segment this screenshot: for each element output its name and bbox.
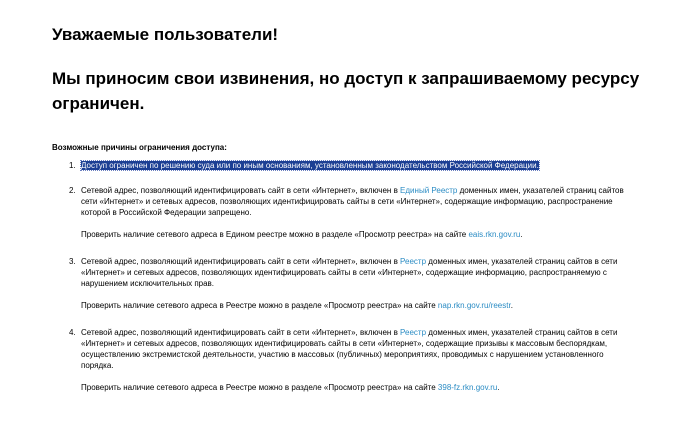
unified-registry-link[interactable]: Единый Реестр — [400, 186, 458, 195]
reason-number: 4. — [69, 328, 76, 337]
list-spacer — [66, 171, 626, 185]
eais-site-link[interactable]: eais.rkn.gov.ru — [468, 230, 521, 239]
reason-text-end: доменных имен, указателей страниц сайтов в сети «Интернет» и сетевых адресов, позволяющих идентифицировать сайты в сети «Интернет», содержащие информацию, распространяемую с нарушением исключительных прав. — [81, 257, 618, 288]
registry-link[interactable]: Реестр — [400, 328, 427, 337]
reason-check — [81, 229, 626, 240]
page-subheading: Мы приносим свои извинения, но доступ к запрашиваемому ресурсу ограничен. — [52, 69, 640, 113]
check-end: . — [520, 230, 523, 239]
reason-check — [81, 300, 626, 311]
check-end: . — [497, 383, 500, 392]
registry-link[interactable]: Реестр — [400, 257, 427, 266]
reason-text-end: доменных имен, указателей страниц сайтов сети «Интернет» и сетевых адресов, позволяющих идентифицировать сайты в сети «Интернет», содержащие информацию, распространение которой в Российской Федерации запрещено. — [81, 186, 624, 217]
reason-number: 3. — [69, 257, 76, 266]
reason-text-start: Сетевой адрес, позволяющий идентифицировать сайт в сети «Интернет», включен в — [81, 186, 401, 195]
reason-text — [81, 327, 626, 371]
list-spacer — [66, 240, 626, 256]
reasons-list — [66, 160, 626, 393]
list-spacer — [66, 311, 626, 327]
reason-text — [81, 185, 626, 218]
check-text: Проверить наличие сетевого адреса в Едином реестре можно в разделе «Просмотр реестра» на сайте — [81, 230, 469, 239]
reason-item-4 — [66, 327, 626, 393]
reason-text — [81, 256, 626, 289]
reason-number: 2. — [69, 186, 76, 195]
reasons-title: Возможные причины ограничения доступа: — [52, 143, 227, 152]
check-end: . — [510, 301, 513, 310]
check-text: Проверить наличие сетевого адреса в Реестре можно в разделе «Просмотр реестра» на сайте — [81, 301, 438, 310]
check-text: Проверить наличие сетевого адреса в Реестре можно в разделе «Просмотр реестра» на сайте — [81, 383, 438, 392]
nap-site-link[interactable]: nap.rkn.gov.ru/reestr — [437, 301, 511, 310]
fz398-site-link[interactable]: 398-fz.rkn.gov.ru — [437, 383, 498, 392]
page-heading: Уважаемые пользователи! — [52, 25, 279, 44]
reason-item-1 — [66, 160, 626, 171]
reason-text-selected: Доступ ограничен по решению суда или по иным основаниям, установленным законодательством Российской Федерации. — [81, 161, 539, 170]
reason-text-start: Сетевой адрес, позволяющий идентифицировать сайт в сети «Интернет», включен в — [81, 257, 401, 266]
reason-number: 1. — [69, 161, 76, 170]
reason-check — [81, 382, 626, 393]
reason-item-3 — [66, 256, 626, 311]
reason-text-start: Сетевой адрес, позволяющий идентифицировать сайт в сети «Интернет», включен в — [81, 328, 401, 337]
reason-text-end: доменных имен, указателей страниц сайтов в сети «Интернет» и сетевых адресов, позволяющих идентифицировать сайты в сети «Интернет», содержащие призывы к массовым беспорядкам, осуществлению экстремистской деятельности, участию в массовых (публичных) мероприятиях, проводимых с нарушением установленного порядка. — [81, 328, 618, 370]
reason-item-2 — [66, 185, 626, 240]
